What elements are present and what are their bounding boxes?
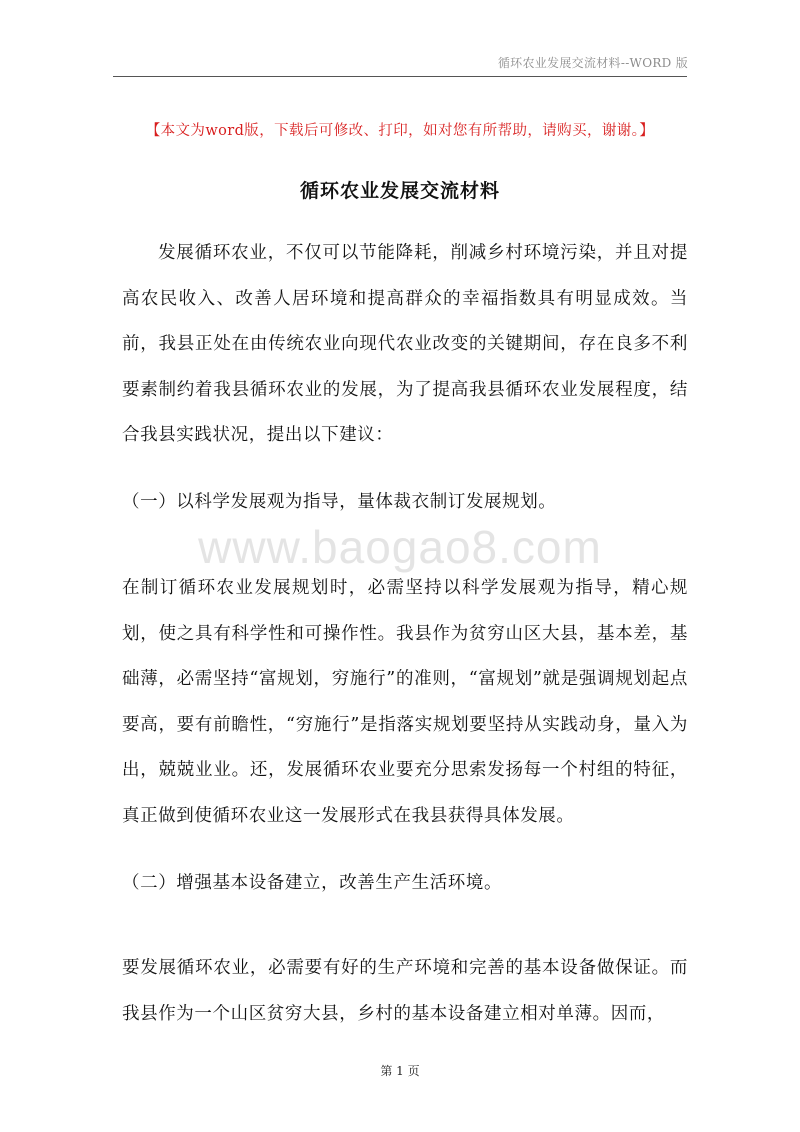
section-1-paragraph: 在制订循环农业发展规划时，必需坚持以科学发展观为指导，精心规划，使之具有科学性和可操作性。我县作为贫穷山区大县，基本差，基础薄，必需坚持“富规划，穷施行”的准则，“富规划”就是强调规划起点要高，要有前瞻性，“穷施行”是指落实规划要坚持从实践动身，量入为出，兢兢业业。还，发展循环农业要充分思索发扬每一个村组的特征，真正做到使循环农业这一发展形式在我县获得具体发展。 bbox=[122, 578, 688, 826]
page-number: 第 1 页 bbox=[380, 1064, 420, 1078]
header-divider bbox=[113, 76, 687, 77]
running-header: 循环农业发展交流材料--WORD 版 bbox=[497, 56, 688, 70]
intro-paragraph: 发展循环农业，不仅可以节能降耗，削减乡村环境污染，并且对提高农民收入、改善人居环境和提高群众的幸福指数具有明显成效。当前，我县正处在由传统农业向现代农业改变的关键期间，存在良多不利要素制约着我县循环农业的发展，为了提高我县循环农业发展程度，结合我县实践状况，提出以下建议： bbox=[122, 243, 688, 445]
section-2-heading: （二）增强基本设备建立，改善生产生活环境。 bbox=[122, 873, 503, 893]
purchase-notice: 【本文为word版，下载后可修改、打印，如对您有所帮助，请购买，谢谢。】 bbox=[145, 123, 655, 139]
section-2-paragraph: 要发展循环农业，必需要有好的生产环境和完善的基本设备做保证。而我县作为一个山区贫穷大县，乡村的基本设备建立相对单薄。因而， bbox=[122, 958, 688, 1024]
section-1-heading: （一）以科学发展观为指导，量体裁衣制订发展规划。 bbox=[122, 492, 557, 512]
watermark: www.baogao8.com bbox=[198, 521, 602, 573]
document-title: 循环农业发展交流材料 bbox=[299, 180, 500, 202]
